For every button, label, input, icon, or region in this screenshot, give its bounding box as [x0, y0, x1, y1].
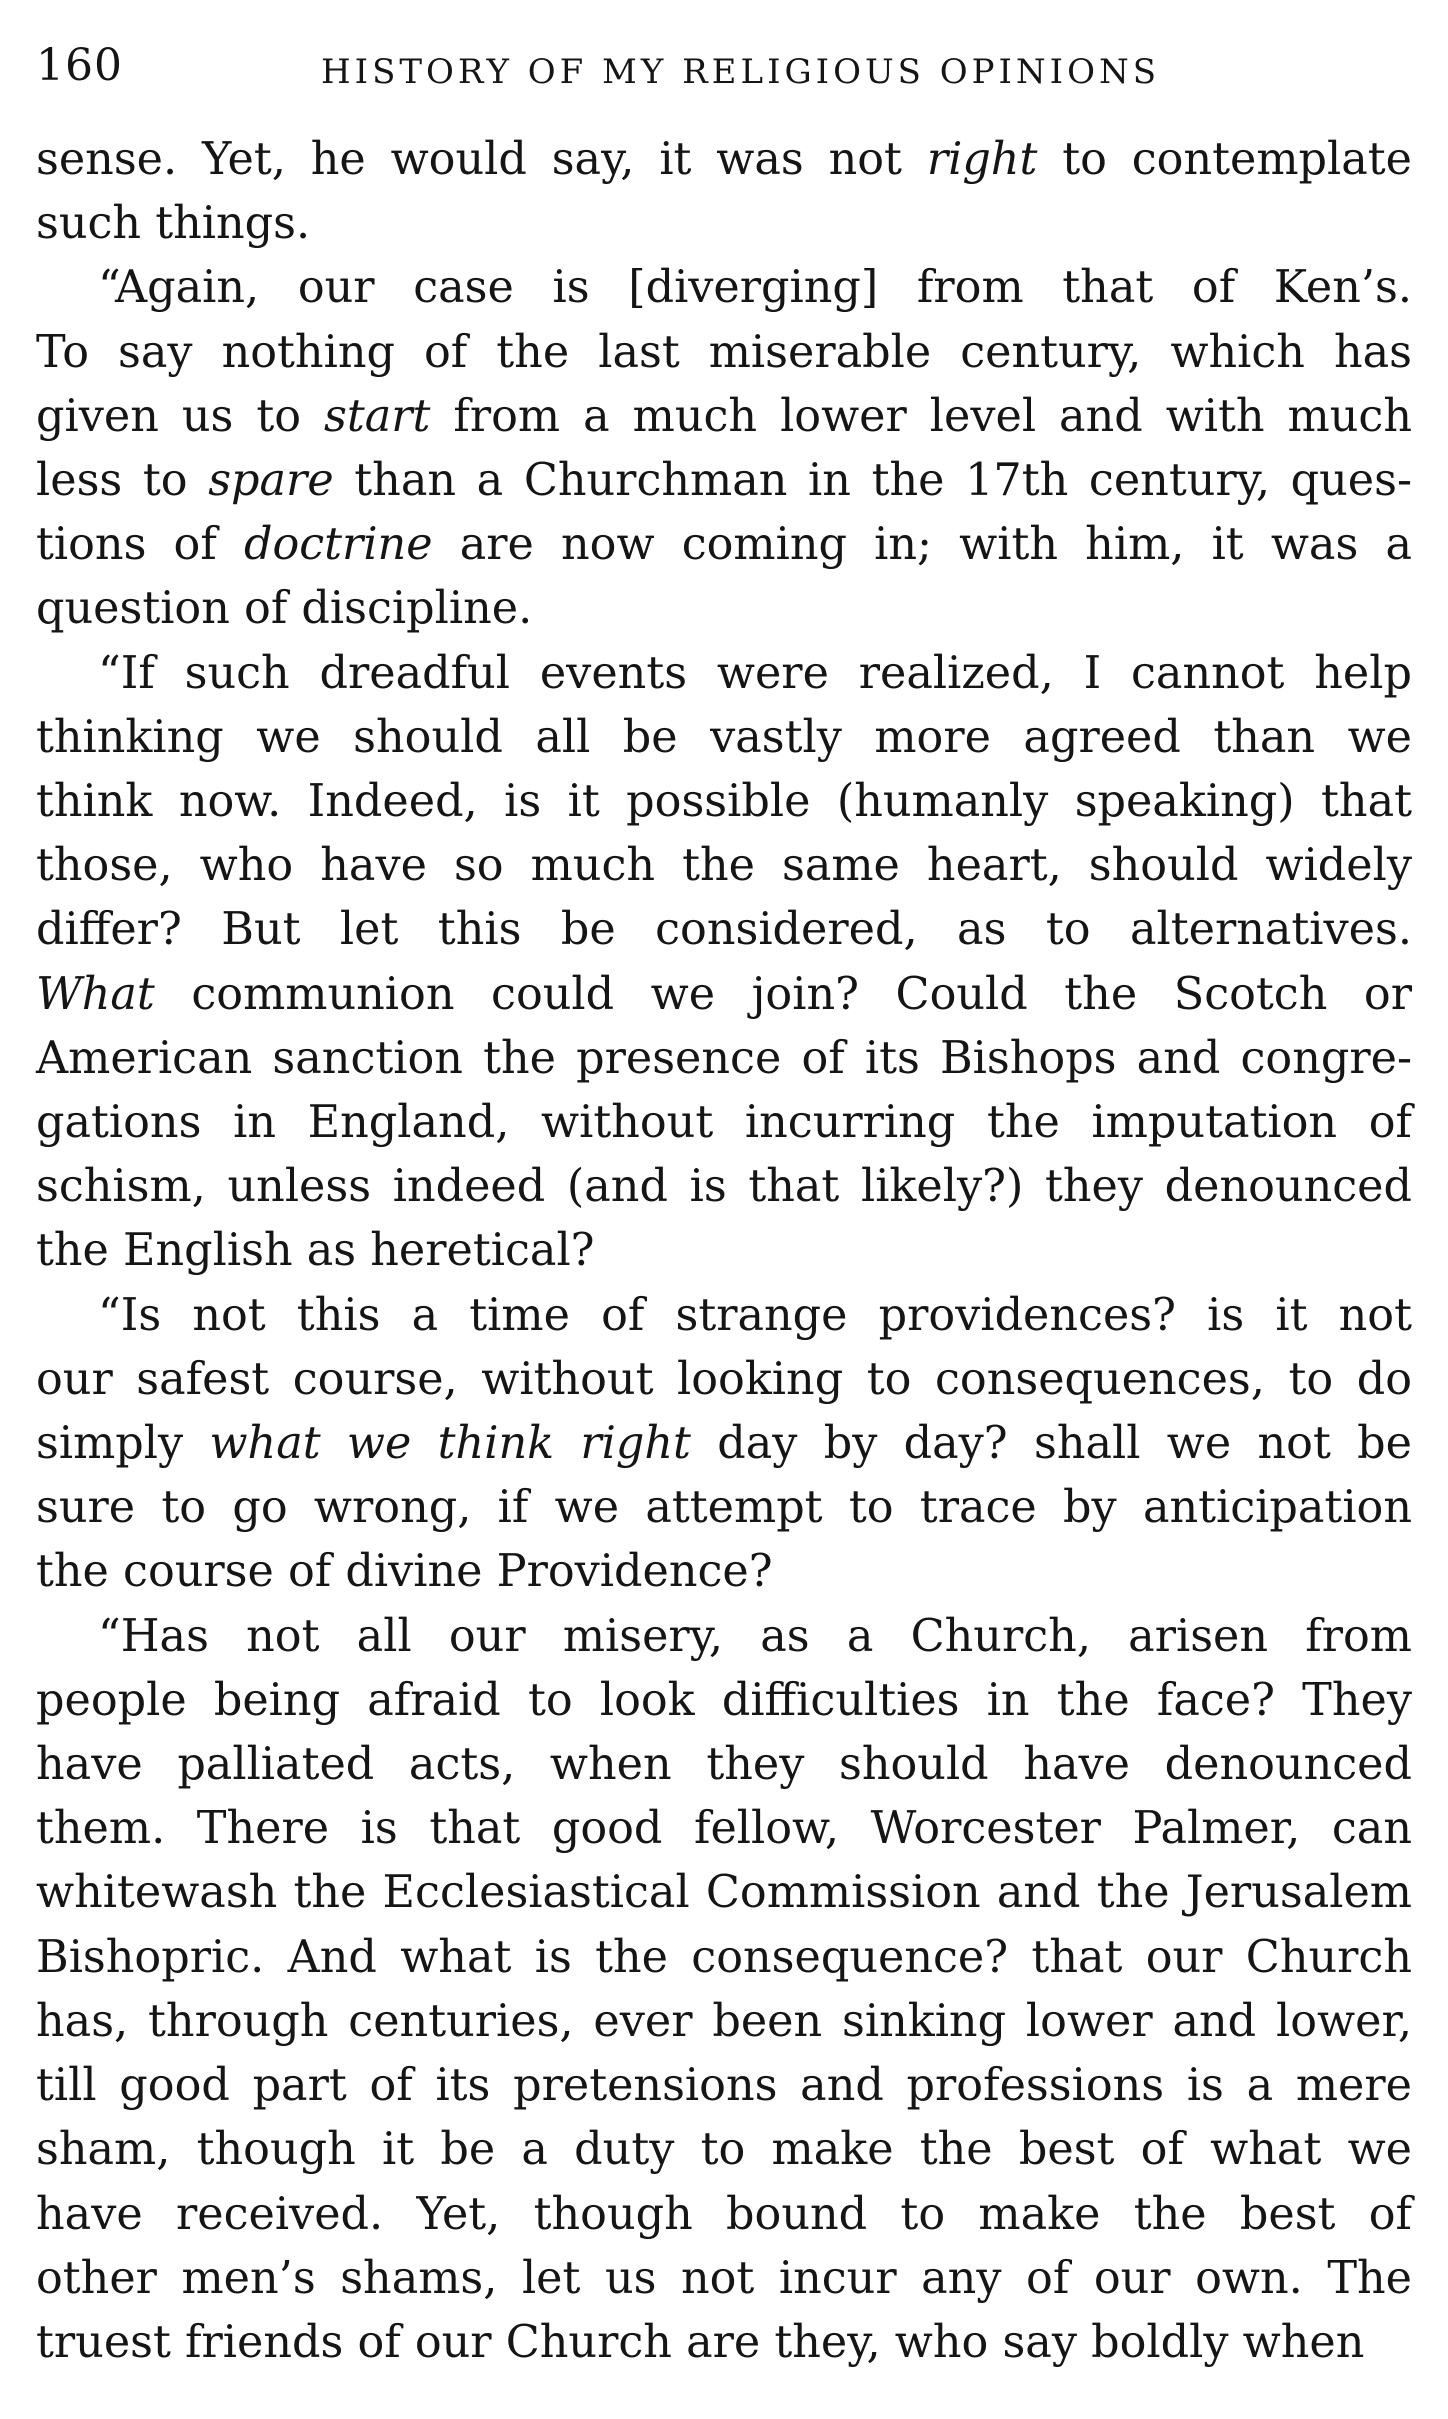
text-line: tions of doctrine are now coming in; with him, it was a — [36, 519, 1412, 571]
text-line: given us to start from a much lower level and with much — [36, 390, 1412, 442]
text-line: sham, though it be a duty to make the best of what we — [36, 2124, 1412, 2176]
text-line: “Is not this a time of strange providences? is it not — [98, 1289, 1412, 1341]
text-line: sure to go wrong, if we attempt to trace by anticipation — [36, 1482, 1412, 1534]
italic-emphasis: spare — [208, 455, 334, 507]
running-head: HISTORY OF MY RELIGIOUS OPINIONS — [321, 52, 1160, 92]
text-line: the English as heretical? — [36, 1225, 595, 1277]
body-text — [36, 128, 1412, 2375]
italic-emphasis: right — [926, 134, 1038, 185]
text-line: have palliated acts, when they should have denounced — [36, 1739, 1412, 1791]
text-line: question of discipline. — [36, 583, 533, 635]
italic-emphasis: start — [324, 390, 431, 442]
text-line: the course of divine Providence? — [36, 1546, 773, 1598]
text-line: have received. Yet, though bound to make the best of — [36, 2188, 1412, 2240]
italic-emphasis: what we think right — [209, 1418, 691, 1470]
text-line: “Has not all our misery, as a Church, arisen from — [98, 1610, 1412, 1662]
paragraph — [36, 256, 1412, 641]
text-line: such things. — [36, 198, 311, 250]
text-line: “Again, our case is [diverging] from that of Ken’s. — [98, 262, 1412, 314]
paragraph — [36, 128, 1412, 256]
italic-emphasis: What — [36, 968, 155, 1020]
text-line: simply what we think right day by day? shall we not be — [36, 1418, 1412, 1470]
text-line: has, through centuries, ever been sinking lower and lower, — [36, 1995, 1412, 2047]
text-line: less to spare than a Churchman in the 17th century, ques- — [36, 455, 1412, 507]
text-line: our safest course, without looking to consequences, to do — [36, 1353, 1412, 1405]
text-line: “If such dreadful events were realized, I cannot help — [98, 647, 1412, 699]
paragraph — [36, 642, 1412, 1284]
text-line: them. There is that good fellow, Worcester Palmer, can — [36, 1803, 1412, 1855]
italic-emphasis: doctrine — [243, 519, 433, 571]
text-line: What communion could we join? Could the Scotch or — [36, 968, 1412, 1020]
text-line: To say nothing of the last miserable century, which has — [36, 326, 1412, 378]
text-line: schism, unless indeed (and is that likely?) they denounced — [36, 1161, 1412, 1213]
text-line: think now. Indeed, is it possible (humanly speaking) that — [36, 776, 1412, 828]
page-number: 160 — [36, 40, 123, 91]
text-line: truest friends of our Church are they, who say boldly when — [36, 2316, 1365, 2368]
text-line: till good part of its pretensions and professions is a mere — [36, 2060, 1412, 2112]
text-line: those, who have so much the same heart, should widely — [36, 840, 1412, 892]
text-line: people being afraid to look difficulties in the face? They — [36, 1674, 1412, 1726]
text-line: differ? But let this be considered, as to alternatives. — [36, 904, 1412, 956]
text-line: American sanction the presence of its Bishops and congre- — [36, 1032, 1412, 1084]
text-line: gations in England, without incurring the imputation of — [36, 1097, 1412, 1149]
text-line: whitewash the Ecclesiastical Commission and the Jerusalem — [36, 1867, 1412, 1919]
text-line: sense. Yet, he would say, it was not right to contemplate — [36, 134, 1413, 185]
paragraph — [36, 1605, 1412, 2375]
page-header — [36, 36, 1416, 96]
text-line: thinking we should all be vastly more agreed than we — [36, 711, 1412, 763]
paragraph — [36, 1284, 1412, 1605]
text-line: Bishopric. And what is the consequence? that our Church — [36, 1931, 1412, 1983]
text-line: other men’s shams, let us not incur any of our own. The — [36, 2252, 1412, 2304]
